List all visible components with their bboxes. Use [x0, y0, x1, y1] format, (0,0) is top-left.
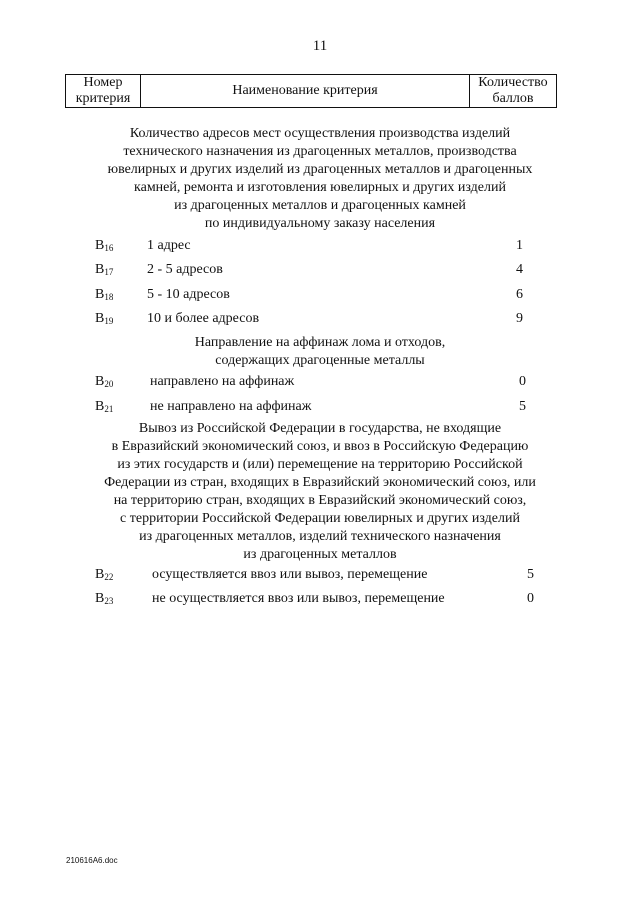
section-title-addresses: Количество адресов мест осуществления производства изделий технического назначения из драгоценных металлов, производства ювелирных и других изделий из драгоценных металлов и драгоценных камней, ремонта и изготовления ювелирных и других изделий из драгоценных металлов и драгоценных камней по индивидуальному заказу населения: [107, 126, 533, 231]
criterion-label: 5 - 10 адресов: [147, 287, 230, 302]
section-title-import-export: Вывоз из Российской Федерации в государства, не входящие в Евразийский экономический союз, и ввоз в Российскую Федерацию из этих государств и (или) перемещение на территорию Российской Федерации из стран, входящих в Евразийский экономический союз, или на территорию стран, входящих в Евразийский экономический союз, с территории Российской Федерации ювелирных и других изделий из драгоценных металлов, изделий технического назначения из драгоценных металлов: [104, 421, 536, 562]
criterion-score: 5: [519, 399, 526, 414]
criteria-table-header: [65, 74, 557, 108]
criterion-code: $B_{17}$: [95, 262, 114, 277]
criterion-row: [0, 372, 640, 392]
header-criterion-name: Наименование критерия: [141, 75, 470, 108]
criterion-label: 1 адрес: [147, 238, 191, 253]
criterion-label: не направлено на аффинаж: [150, 399, 312, 414]
criterion-row: [0, 565, 640, 585]
criterion-code: $B_{20}$: [95, 374, 114, 389]
header-score: Количество баллов: [470, 75, 557, 108]
criterion-score: 6: [516, 287, 523, 302]
criterion-label: направлено на аффинаж: [150, 374, 295, 389]
criterion-score: 9: [516, 311, 523, 326]
criterion-row: [0, 236, 640, 256]
document-file-code: 210616A6.doc: [66, 856, 118, 865]
criterion-row: [0, 285, 640, 305]
criterion-score: 0: [519, 374, 526, 389]
criterion-code: $B_{16}$: [95, 238, 114, 253]
page-number: 11: [312, 38, 328, 54]
section-title-refining: Направление на аффинаж лома и отходов, содержащих драгоценные металлы: [194, 335, 446, 368]
criterion-score: 4: [516, 262, 523, 277]
criterion-label: 10 и более адресов: [147, 311, 260, 326]
criterion-label: осуществляется ввоз или вывоз, перемещение: [152, 567, 428, 582]
criterion-score: 0: [527, 591, 534, 606]
criterion-code: $B_{21}$: [95, 399, 114, 414]
criterion-row: [0, 309, 640, 329]
criterion-code: $B_{22}$: [95, 567, 114, 582]
criterion-row: [0, 260, 640, 280]
criterion-score: 1: [516, 238, 523, 253]
criterion-code: $B_{19}$: [95, 311, 114, 326]
criterion-label: 2 - 5 адресов: [147, 262, 223, 277]
criterion-score: 5: [527, 567, 534, 582]
criterion-code: $B_{23}$: [95, 591, 114, 606]
header-criterion-number: Номер критерия: [66, 75, 141, 108]
criterion-row: [0, 397, 640, 417]
criterion-code: $B_{18}$: [95, 287, 114, 302]
criterion-label: не осуществляется ввоз или вывоз, перемещение: [152, 591, 445, 606]
criterion-row: [0, 589, 640, 609]
